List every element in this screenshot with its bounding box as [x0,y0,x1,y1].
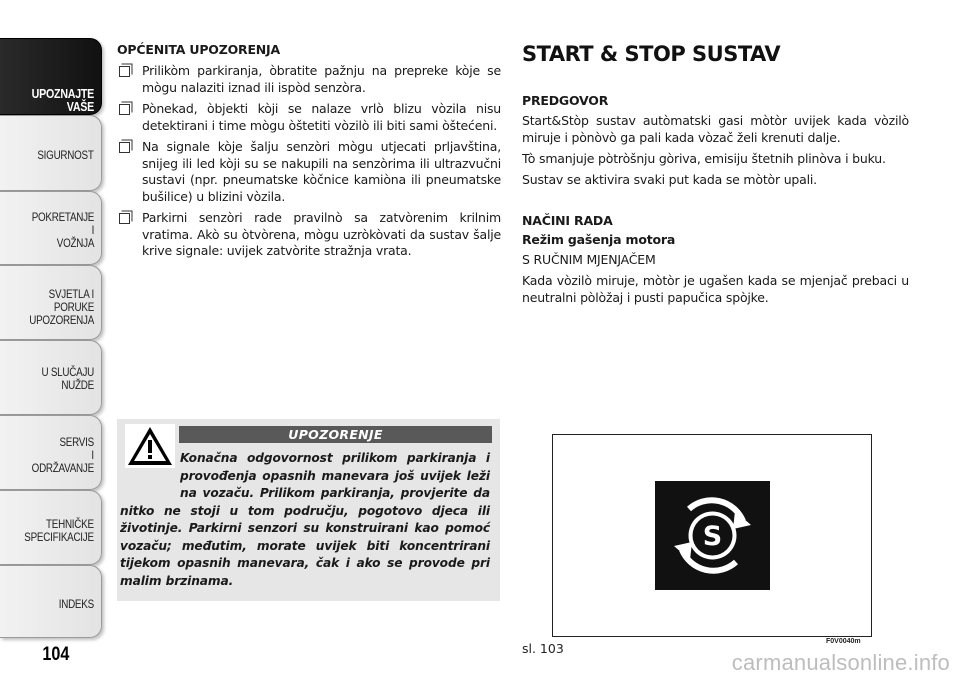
list-item [117,101,501,134]
list-item [117,139,501,205]
list-item-text: Parkirni senzòri rade pravilnò sa zatvòrenim krilnim vratima. Akò su òtvòrena, mògu uzròkòvati da sustav šalje krive signale: uvijek zatvòrite stražnja vrata. [142,210,501,258]
page-title: START & STOP SUSTAV [522,42,781,66]
warning-body: Konačna odgovornost prilikom parkiranja i provođenja opasnih manevara još uvijek leži na vozaču. Prilikom parkiranja, provjerite da nitko ne stoji u tom području, pogotovo djeca ili životinje. Parkirni senzori su konstruirani kao pomoć vozaču; međutim, morate uvijek biti koncentrirani tijekom opasnih manevara, čak i ako se provode pri malim brzinama. [120,451,490,588]
subheading-nacini-rada: NAČINI RADA [522,213,613,228]
warning-text [120,450,490,590]
tab-tehnicke-specifikacije[interactable] [0,490,102,565]
bullet-list [117,63,501,260]
right-column [522,42,909,310]
checkbox-bullet-icon [119,142,130,153]
left-column [117,42,501,265]
paragraph: Sustav se aktivira svaki put kada se mòtòr upali. [522,172,817,187]
section-heading: OPĆENITA UPOZORENJA [117,42,280,57]
list-item-text: Na signale kòje šalju senzòri mògu utjecati prljavština, snijeg ili led kòji su se nakupili na senzòrima ili ultrazvučni sustavi (npr. pneumatske kòčnice kamiòna ili pneumatske bušilice) u blizini vòzila. [142,139,501,204]
page-number: 104 [42,644,70,665]
tab-label: UPOZNAJTE VAŠE [31,86,94,114]
tab-label: SIGURNOST [37,148,94,162]
checkbox-bullet-icon [119,104,130,115]
subheading-rezim: Režim gašenja motora [522,232,676,247]
tab-svjetla-i-poruke[interactable] [0,265,102,340]
svg-text:S: S [702,521,723,552]
paragraph: Tò smanjuje pòtròšnju gòriva, emisiju štetnih plinòva i buku. [522,151,886,166]
tab-label: TEHNIČKE SPECIFIKACIJE [24,517,94,544]
tab-label: U SLUČAJU NUŽDE [41,365,94,392]
tab-sigurnost[interactable] [0,115,102,191]
list-item-text: Prilikòm parkiranja, òbratite pažnju na prepreke kòje se mògu nalaziti iznad ili ispòd senzòra. [142,63,501,95]
checkbox-bullet-icon [119,213,130,224]
tab-pokretanje-i-voznja[interactable] [0,191,102,265]
warning-title: UPOZORENJE [179,426,492,443]
checkbox-bullet-icon [119,66,130,77]
tab-indeks[interactable] [0,565,102,638]
figure-start-stop [552,434,872,637]
paragraph: Kada vòzilò miruje, mòtòr je ugašen kada se mjenjač prebaci u neutralni pòlòžaj i pusti papučica spòjke. [522,273,909,305]
list-item-text: Pònekad, òbjekti kòji se nalaze vrlò blizu vòzila nisu detektirani i time mògu òštetiti vòzilò ili biti sami òštećeni. [142,101,501,133]
paragraph: Start&Stòp sustav autòmatski gasi mòtòr uvijek kada vòzilò miruje i pònòvò ga pali kada vòzač želi krenuti dalje. [522,113,909,145]
subheading-mjenjac: S RUČNIM MJENJAČEM [522,252,656,267]
watermark: carmanualsonline.info [731,650,950,675]
list-item [117,210,501,260]
tab-label: SERVIS I ODRŽAVANJE [31,435,94,475]
warning-box [117,419,500,601]
figure-caption: sl. 103 [522,641,564,656]
list-item [117,63,501,96]
tab-label: INDEKS [58,597,94,611]
tab-upoznajte-vase-vozilo[interactable] [0,38,102,115]
tab-servis-i-odrzavanje[interactable] [0,415,102,490]
figure-code: F0V0040m [826,638,861,645]
start-stop-icon [655,481,770,590]
subheading-predgovor: PREDGOVOR [522,93,609,108]
tab-label: SVJETLA I PORUKE UPOZORENJA [29,287,94,327]
tab-u-slucaju-nuzde[interactable] [0,340,102,415]
tab-label: POKRETANJE I VOŽNJA [31,210,94,250]
